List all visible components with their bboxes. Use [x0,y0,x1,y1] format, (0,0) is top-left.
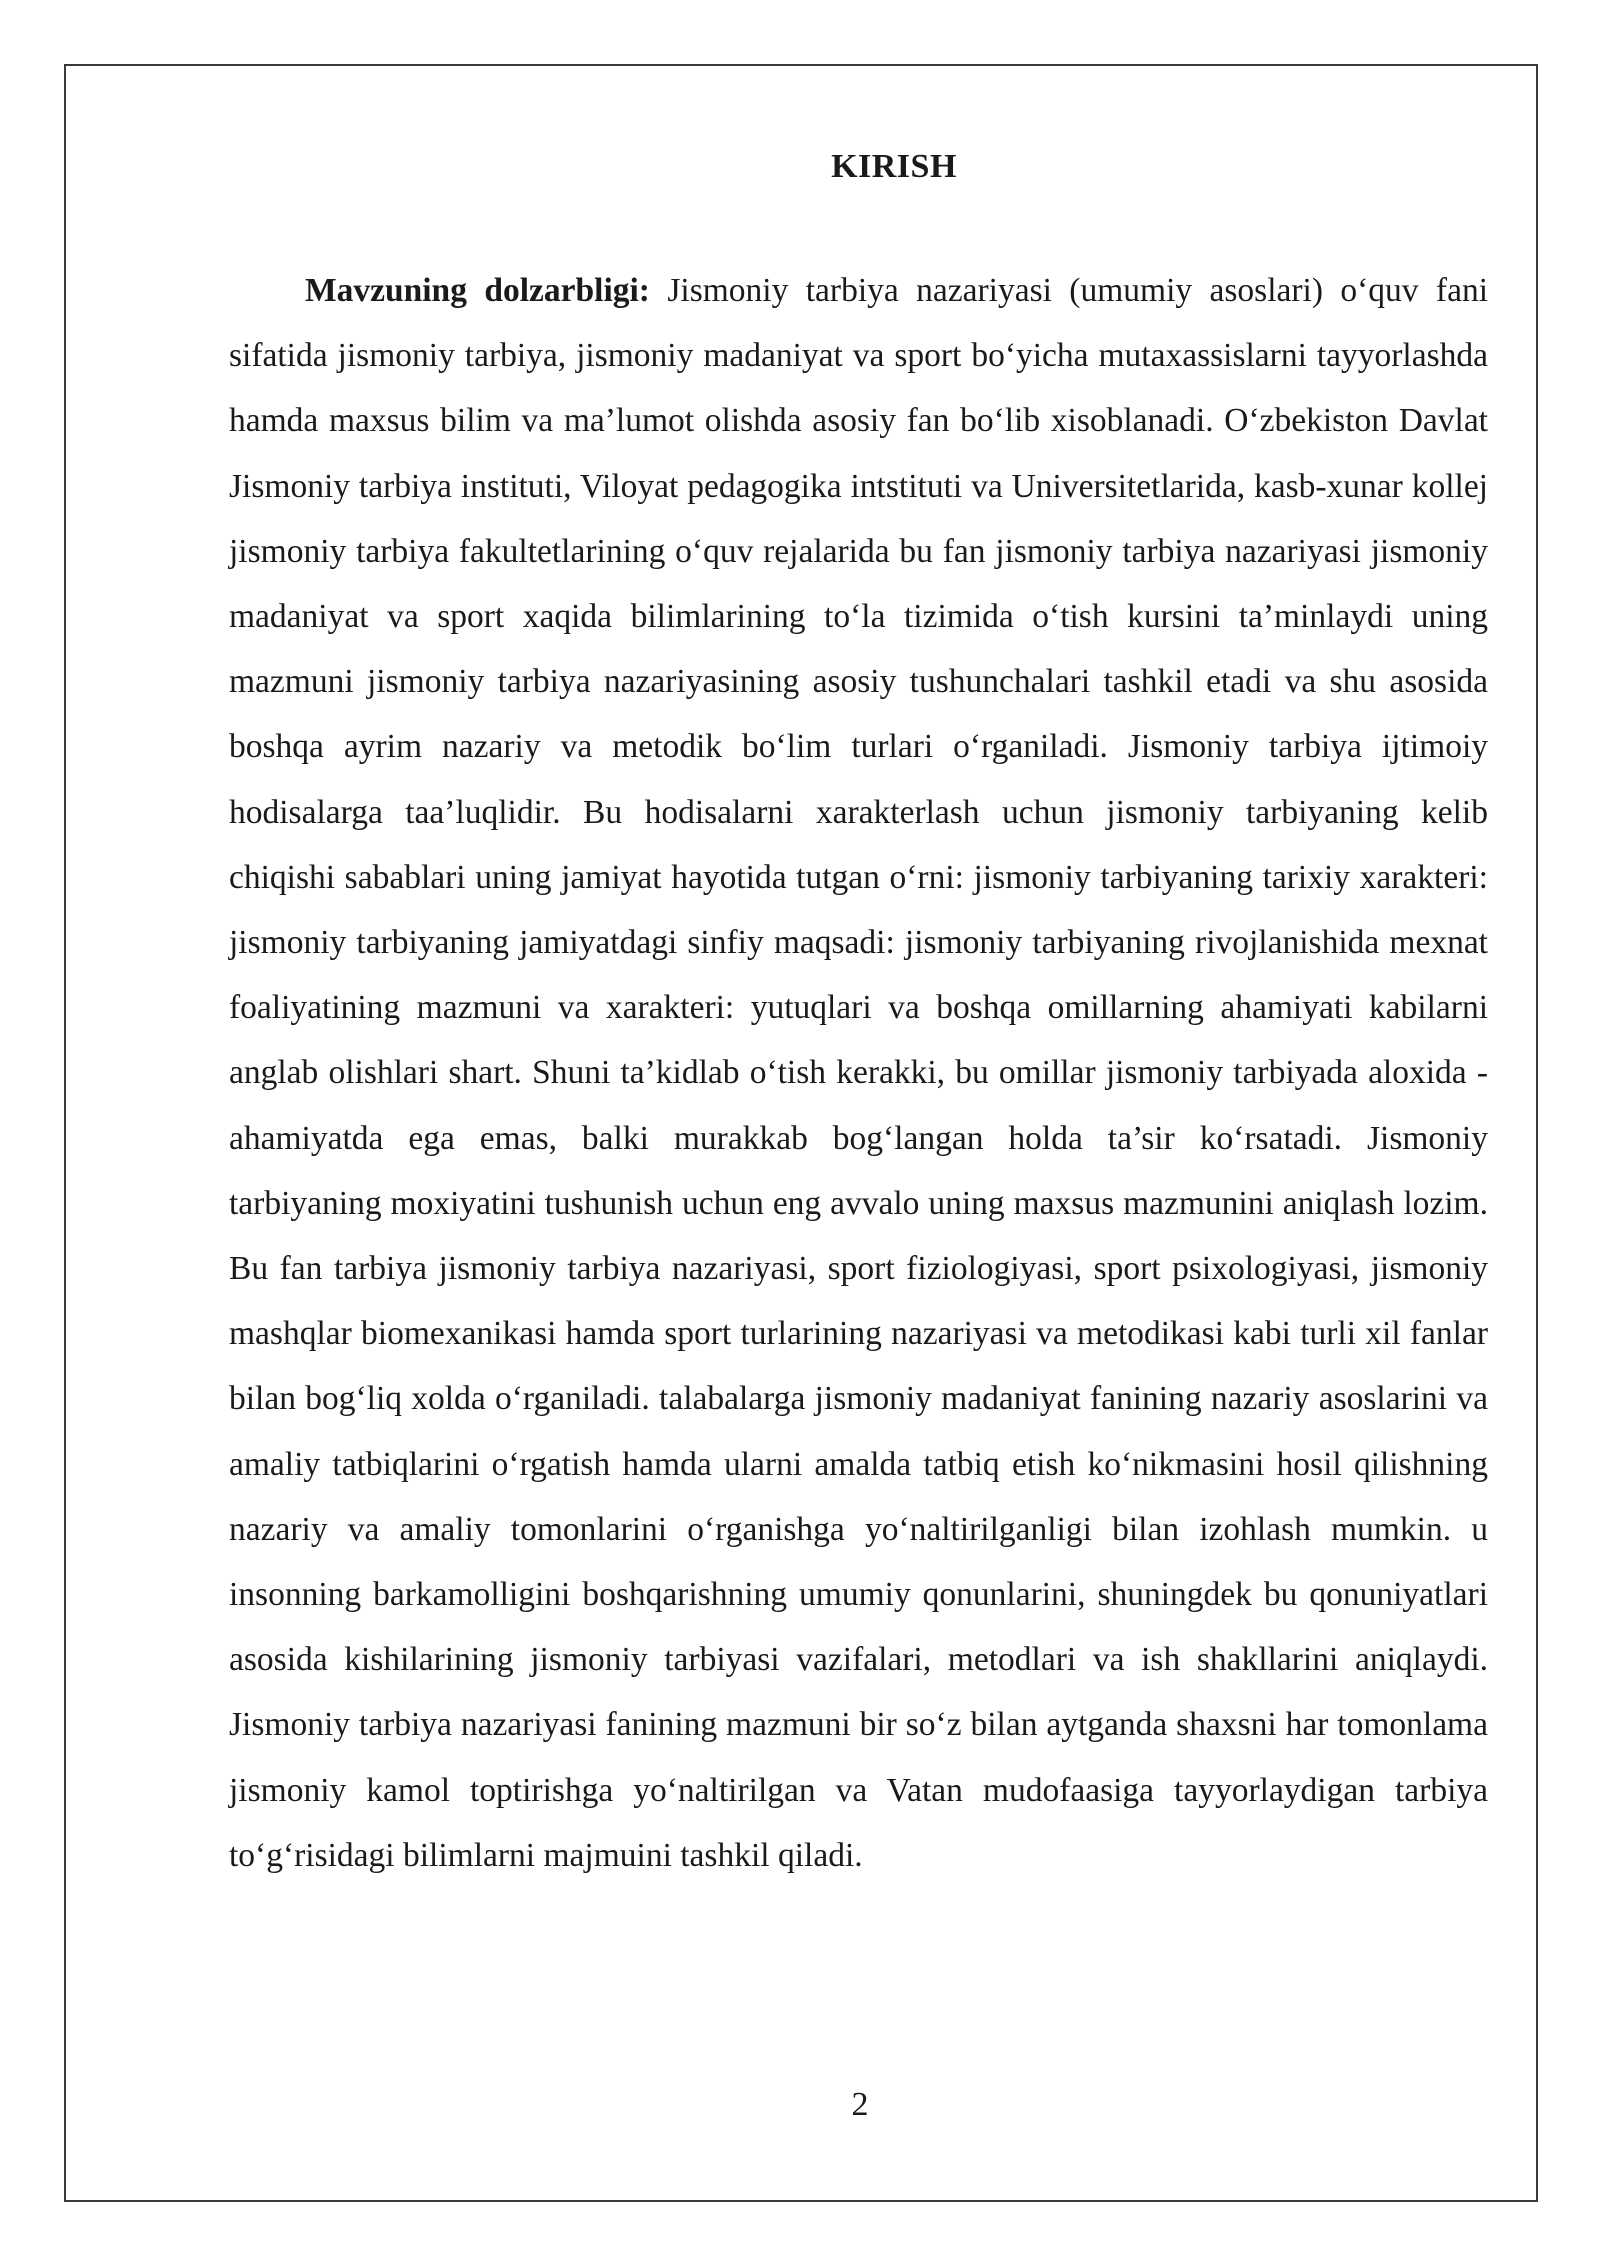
page-number: 2 [851,2086,869,2123]
body-paragraph [229,258,1488,1888]
paragraph-text: Jismoniy tarbiya nazariyasi (umumiy asoslari) o‘quv fani sifatida jismoniy tarbiya, jismoniy madaniyat va sport bo‘yicha mutaxassislarni tayyorlashda hamda maxsus bilim va ma’lumot olishda asosiy fan bo‘lib xisoblanadi. O‘zbekiston Davlat Jismoniy tarbiya instituti, Viloyat pedagogika intstituti va Universitetlarida, kasb-xunar kollej jismoniy tarbiya fakultetlarining o‘quv rejalarida bu fan jismoniy tarbiya nazariyasi jismoniy madaniyat va sport xaqida bilimlarining to‘la tizimida o‘tish kursini ta’minlaydi uning mazmuni jismoniy tarbiya nazariyasining asosiy tushunchalari tashkil etadi va shu asosida boshqa ayrim nazariy va metodik bo‘lim turlari o‘rganiladi. Jismoniy tarbiya ijtimoiy hodisalarga taa’luqlidir. Bu hodisalarni xarakterlash uchun jismoniy tarbiyaning kelib chiqishi sabablari uning jamiyat hayotida tutgan o‘rni: jismoniy tarbiyaning tarixiy xarakteri: jismoniy tarbiyaning jamiyatdagi sinfiy maqsadi: jismoniy tarbiyaning rivojlanishida mexnat foaliyatining mazmuni va xarakteri: yutuqlari va boshqa omillarning ahamiyati kabilarni anglab olishlari shart. Shuni ta’kidlab o‘tish kerakki, bu omillar jismoniy tarbiyada aloxida - ahamiyatda ega emas, balki murakkab bog‘langan holda ta’sir ko‘rsatadi. Jismoniy tarbiyaning moxiyatini tushunish uchun eng avvalo uning maxsus mazmunini aniqlash lozim. Bu fan tarbiya jismoniy tarbiya nazariyasi, sport fiziologiyasi, sport psixologiyasi, jismoniy mashqlar biomexanikasi hamda sport turlarining nazariyasi va metodikasi kabi turli xil fanlar bilan bog‘liq xolda o‘rganiladi. talabalarga jismoniy madaniyat fanining nazariy asoslarini va amaliy tatbiqlarini o‘rgatish hamda ularni amalda tatbiq etish ko‘nikmasini hosil qilishning nazariy va amaliy tomonlarini o‘rganishga yo‘naltirilganligi bilan izohlash mumkin. u insonning barkamolligini boshqarishning umumiy qonunlarini, shuningdek bu qonuniyatlari asosida kishilarining jismoniy tarbiyasi vazifalari, metodlari va ish shakllarini aniqlaydi. Jismoniy tarbiya nazariyasi fanining mazmuni bir so‘z bilan aytganda shaxsni har tomonlama jismoniy kamol toptirishga yo‘naltirilgan va Vatan mudofaasiga tayyorlaydigan tarbiya to‘g‘risidagi bilimlarni majmuini tashkil qiladi. [229,272,1489,1874]
paragraph-lead: Mavzuning dolzarbligi: [305,272,650,309]
page-title: KIRISH [831,148,957,185]
